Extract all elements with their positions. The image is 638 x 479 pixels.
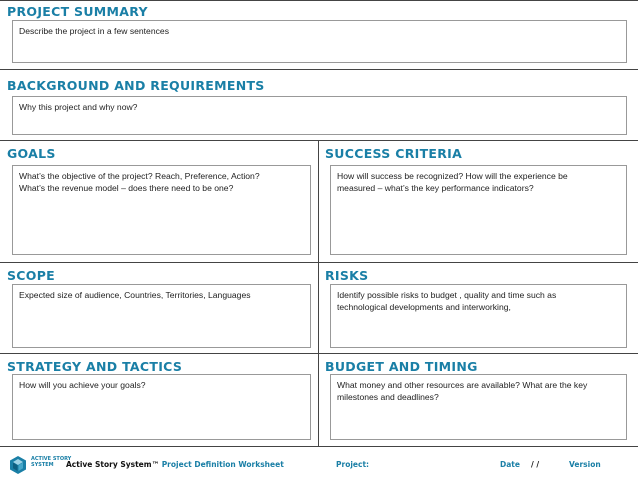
goals-prompt-line-1: What’s the objective of the project? Reach, Preference, Action? [19,171,260,181]
success-criteria-section [325,146,627,258]
project-label: Project: [336,460,370,469]
scope-heading: SCOPE [7,268,56,283]
goals-field[interactable] [12,165,311,255]
worksheet-title-brand: Active Story System™ [66,460,160,469]
risks-heading: RISKS [325,268,369,283]
worksheet-title [66,460,284,469]
risks-prompt-line-1: Identify possible risks to budget , quality and time such as [337,290,557,300]
worksheet-title-subtitle: Project Definition Worksheet [159,460,284,469]
project-summary-prompt: Describe the project in a few sentences [19,26,169,36]
project-summary-field[interactable] [12,20,627,63]
background-section [7,78,627,138]
budget-section [325,359,627,443]
date-separators: / / [531,460,540,469]
strategy-section [7,359,311,443]
rule-before-footer [0,446,638,447]
goals-heading: GOALS [7,146,56,161]
rule-top [0,0,638,1]
background-prompt: Why this project and why now? [19,102,138,112]
scope-prompt: Expected size of audience, Countries, Territories, Languages [19,290,251,300]
cube-logo-icon [8,455,28,475]
strategy-prompt: How will you achieve your goals? [19,380,146,390]
rule-after-background [0,140,638,141]
version-label: Version [569,460,601,469]
background-field[interactable] [12,96,627,135]
goals-section [7,146,311,258]
rule-after-goals [0,262,638,263]
strategy-heading: STRATEGY AND TACTICS [7,359,183,374]
rule-after-scope [0,353,638,354]
budget-prompt-line-1: What money and other resources are available? What are the key [337,380,588,390]
risks-section [325,268,627,350]
budget-field[interactable] [330,374,627,440]
column-divider [318,140,319,446]
strategy-field[interactable] [12,374,311,440]
risks-prompt-line-2: technological developments and interworking, [337,302,511,312]
project-summary-heading: PROJECT SUMMARY [7,4,148,19]
goals-prompt-line-2: What’s the revenue model – does there need to be one? [19,183,234,193]
date-label: Date [500,460,520,469]
budget-prompt-line-2: milestones and deadlines? [337,392,439,402]
project-summary-section [7,4,627,66]
scope-field[interactable] [12,284,311,348]
success-criteria-heading: SUCCESS CRITERIA [325,146,463,161]
background-heading: BACKGROUND AND REQUIREMENTS [7,78,265,93]
footer [0,451,638,479]
budget-heading: BUDGET AND TIMING [325,359,478,374]
scope-section [7,268,311,350]
rule-after-summary [0,69,638,70]
risks-field[interactable] [330,284,627,348]
success-criteria-field[interactable] [330,165,627,255]
success-criteria-prompt-line-2: measured – what’s the key performance indicators? [337,183,534,193]
logo-line-2: SYSTEM [31,462,54,468]
logo-line-1: ACTIVE STORY [31,456,72,462]
success-criteria-prompt-line-1: How will success be recognized? How will the experience be [337,171,568,181]
